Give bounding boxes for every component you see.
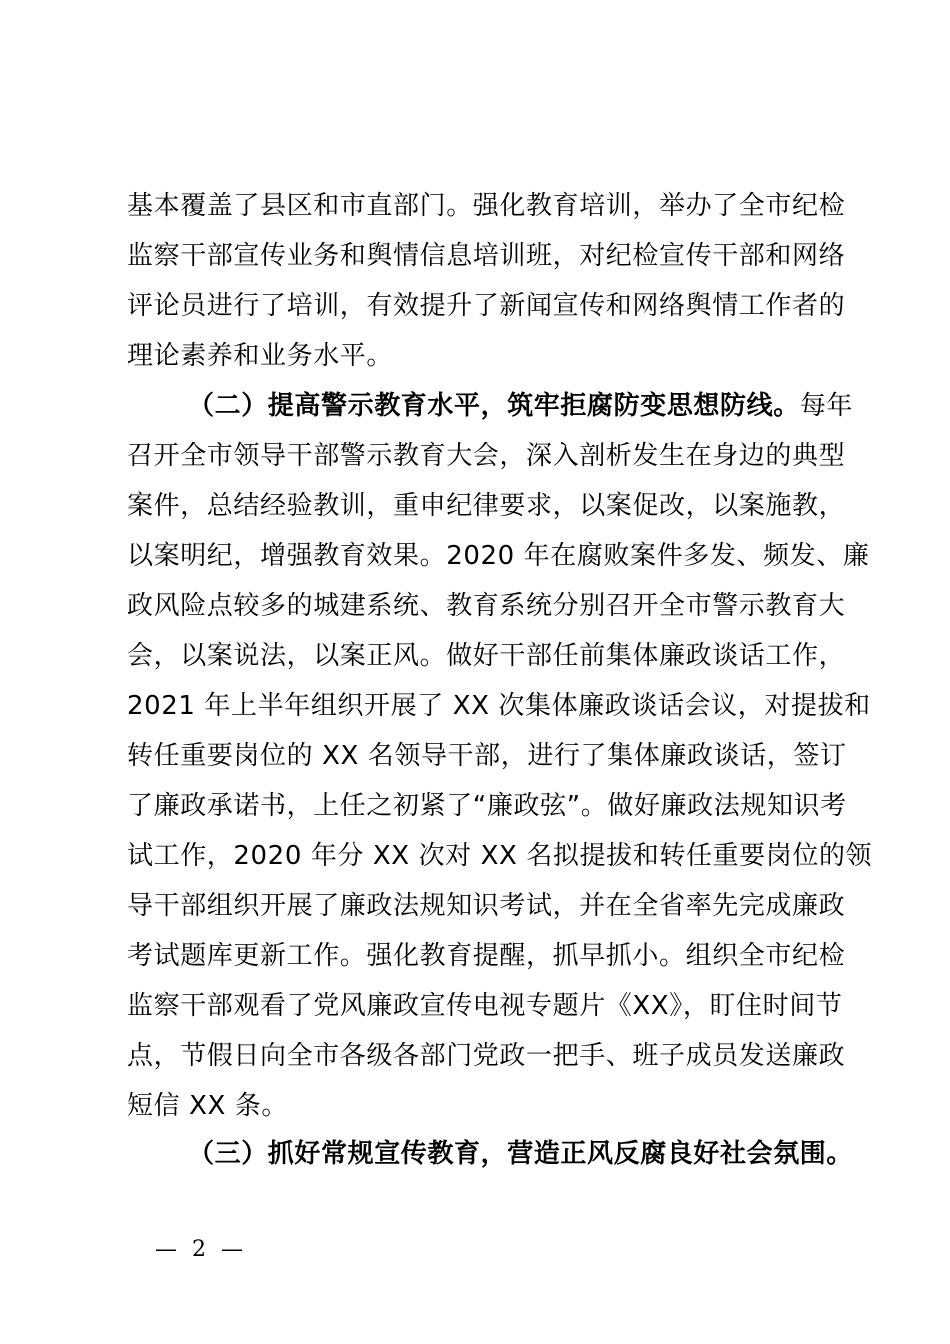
body-line: 点，节假日向全市各级各部门党政一把手、班子成员发送廉政	[127, 1041, 846, 1071]
body-line: 基本覆盖了县区和市直部门。强化教育培训，举办了全市纪检	[127, 191, 846, 221]
body-line: 评论员进行了培训，有效提升了新闻宣传和网络舆情工作者的	[127, 291, 846, 321]
body-line: 理论素养和业务水平。	[127, 341, 394, 371]
body-line: 导干部组织开展了廉政法规知识考试，并在全省率先完成廉政	[127, 891, 846, 921]
body-text: 每年	[799, 391, 854, 421]
body-line: 转任重要岗位的 XX 名领导干部，进行了集体廉政谈话，签订	[127, 741, 847, 771]
page-number: — 2 —	[155, 1237, 247, 1262]
body-line: 政风险点较多的城建系统、教育系统分别召开全市警示教育大	[127, 591, 846, 621]
body-line: 召开全市领导干部警示教育大会，深入剖析发生在身边的典型	[127, 441, 846, 471]
body-line: 试工作，2020 年分 XX 次对 XX 名拟提拔和转任重要岗位的领	[127, 841, 873, 871]
body-line: 短信 XX 条。	[127, 1091, 288, 1121]
body-line: 了廉政承诺书，上任之初紧了“廉政弦”。做好廉政法规知识考	[127, 791, 847, 821]
body-line: 以案明纪，增强教育效果。2020 年在腐败案件多发、频发、廉	[127, 541, 870, 571]
body-line: 监察干部宣传业务和舆情信息培训班，对纪检宣传干部和网络	[127, 241, 846, 271]
body-line: 2021 年上半年组织开展了 XX 次集体廉政谈话会议，对提拔和	[127, 691, 871, 721]
body-line: 考试题库更新工作。强化教育提醒，抓早抓小。组织全市纪检	[127, 941, 846, 971]
section-heading-3: （三）抓好常规宣传教育，营造正风反腐良好社会氛围。	[188, 1139, 854, 1169]
section-heading-2: （二）提高警示教育水平，筑牢拒腐防变思想防线。	[188, 391, 800, 421]
body-line: 监察干部观看了党风廉政宣传电视专题片《XX》，盯住时间节	[127, 991, 843, 1021]
body-line: 会，以案说法，以案正风。做好干部任前集体廉政谈话工作，	[127, 641, 846, 671]
section-heading-line	[188, 386, 854, 426]
body-line: 案件，总结经验教训，重申纪律要求，以案促改，以案施教，	[127, 491, 846, 521]
